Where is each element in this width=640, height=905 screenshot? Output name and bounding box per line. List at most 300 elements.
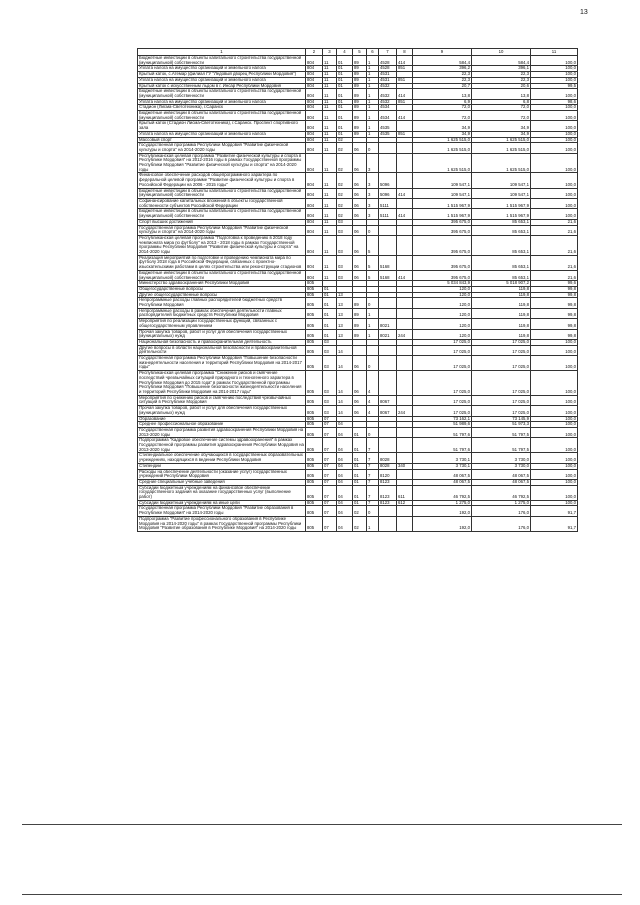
row-name: Другие общегосударственные вопросы — [138, 292, 306, 298]
row-program: 89 — [353, 131, 367, 137]
row-section: 03 — [323, 395, 337, 405]
row-planned: 46 792,5 — [413, 485, 472, 500]
row-expense-type — [397, 469, 413, 479]
row-percent: 21,6 — [531, 225, 578, 235]
row-executed: 72,0 — [472, 111, 531, 121]
row-program: 01 — [353, 463, 367, 469]
row-percent: 21,6 — [531, 270, 578, 280]
row-section: 11 — [323, 188, 337, 198]
row-subsection: 03 — [337, 219, 353, 225]
row-admin-code: 804 — [306, 188, 323, 198]
row-section: 11 — [323, 99, 337, 105]
row-percent: 100,0 — [531, 356, 578, 371]
row-section: 07 — [323, 438, 337, 453]
row-executed: 6,8 — [472, 99, 531, 105]
row-admin-code: 804 — [306, 255, 323, 270]
row-admin-code: 805 — [306, 339, 323, 345]
row-executed: 17 025,0 — [472, 356, 531, 371]
row-admin-code: 804 — [306, 153, 323, 173]
row-percent: 100,0 — [531, 427, 578, 437]
table-row — [138, 319, 578, 329]
row-admin-code: 804 — [306, 219, 323, 225]
row-executed: 48 067,5 — [472, 479, 531, 485]
row-planned: 120,0 — [413, 329, 472, 339]
row-subsection: 01 — [337, 77, 353, 83]
row-executed: 22,3 — [472, 72, 531, 78]
row-program: 89 — [353, 308, 367, 318]
column-header-10: 10 — [472, 49, 531, 56]
row-executed: 46 792,5 — [472, 485, 531, 500]
row-subsection: 14 — [337, 406, 353, 416]
row-subprogram: 4 — [367, 406, 379, 416]
row-section: 03 — [323, 339, 337, 345]
row-expense-type: 414 — [397, 56, 413, 66]
row-section: 11 — [323, 255, 337, 270]
row-executed: 17 025,0 — [472, 339, 531, 345]
row-executed: 17 025,0 — [472, 371, 531, 396]
row-subprogram: 3 — [367, 209, 379, 219]
row-percent: 100,0 — [531, 143, 578, 153]
row-program: 89 — [353, 99, 367, 105]
row-expense-type — [397, 225, 413, 235]
row-section: 03 — [323, 356, 337, 371]
row-target-code — [379, 438, 397, 453]
column-header-5: 5 — [353, 49, 367, 56]
row-target-code: 8028 — [379, 453, 397, 463]
row-subsection: 02 — [337, 173, 353, 188]
row-section: 07 — [323, 469, 337, 479]
column-header-11: 11 — [531, 49, 578, 56]
row-percent: 21,6 — [531, 235, 578, 255]
row-subsection: 04 — [337, 469, 353, 479]
row-section: 07 — [323, 485, 337, 500]
row-percent: 100,0 — [531, 463, 578, 469]
row-subsection: 01 — [337, 83, 353, 89]
row-planned: 120,0 — [413, 319, 472, 329]
row-target-code — [379, 356, 397, 371]
row-subprogram: 1 — [367, 66, 379, 72]
row-planned: 395 675,0 — [413, 219, 472, 225]
row-section: 01 — [323, 292, 337, 298]
row-name: Бюджетные инвестиции в объекты капитального строительства государственной (муниципальной) собственности — [138, 270, 306, 280]
row-admin-code: 805 — [306, 485, 323, 500]
row-subprogram: 5 — [367, 235, 379, 255]
row-program: 01 — [353, 427, 367, 437]
row-executed: 109 547,1 — [472, 173, 531, 188]
row-name: Субсидии бюджетным учреждениям на финансовое обеспечение государственного задания на оказание государственных услуг (выполнение работ) — [138, 485, 306, 500]
row-executed: 1 625 515,0 — [472, 137, 531, 143]
table-row — [138, 121, 578, 131]
row-subprogram: 3 — [367, 198, 379, 208]
row-expense-type: 851 — [397, 131, 413, 137]
row-expense-type: 414 — [397, 111, 413, 121]
row-subprogram: 7 — [367, 485, 379, 500]
row-percent: 100,0 — [531, 72, 578, 78]
row-name: Среднее профессиональное образование — [138, 422, 306, 428]
row-percent: 100,0 — [531, 485, 578, 500]
row-subprogram: 7 — [367, 469, 379, 479]
row-program: 06 — [353, 143, 367, 153]
row-section: 07 — [323, 422, 337, 428]
row-name: Стипендиальное обеспечение обучающихся в государственных образовательных учреждениях, находящихся в ведении Республики Мордовия — [138, 453, 306, 463]
row-section: 11 — [323, 153, 337, 173]
row-planned: 395 675,0 — [413, 225, 472, 235]
table-row — [138, 485, 578, 500]
row-program: 06 — [353, 198, 367, 208]
row-executed: 1 515 967,9 — [472, 209, 531, 219]
row-executed: 85 653,1 — [472, 219, 531, 225]
row-target-code — [379, 506, 397, 516]
row-planned: 17 025,0 — [413, 339, 472, 345]
row-admin-code: 804 — [306, 235, 323, 255]
row-program: 89 — [353, 89, 367, 99]
row-admin-code: 805 — [306, 422, 323, 428]
row-executed: 17 025,0 — [472, 395, 531, 405]
row-expense-type — [397, 255, 413, 270]
row-subprogram — [367, 345, 379, 355]
row-percent: 99,5 — [531, 83, 578, 89]
row-name: Государственная программа Республики Мордовия "Повышение безопасности жизнедеятельности населения и территорий Республики Мордовия на 2014-2017 годы" — [138, 356, 306, 371]
page-divider-line — [22, 824, 622, 825]
row-program: 89 — [353, 111, 367, 121]
row-executed: 3 730,0 — [472, 463, 531, 469]
row-planned: 48 067,5 — [413, 469, 472, 479]
column-header-1: 1 — [138, 49, 306, 56]
table-row — [138, 89, 578, 99]
table-row — [138, 469, 578, 479]
row-program: 89 — [353, 329, 367, 339]
row-expense-type: 612 — [397, 500, 413, 506]
row-subprogram: 1 — [367, 121, 379, 131]
row-expense-type — [397, 395, 413, 405]
row-expense-type: 414 — [397, 89, 413, 99]
row-planned: 120,0 — [413, 308, 472, 318]
row-name: Расходы на обеспечение деятельности (оказание услуг) государственных учреждений Республики Мордовия — [138, 469, 306, 479]
row-subsection: 03 — [337, 270, 353, 280]
row-section: 11 — [323, 89, 337, 99]
row-section: 11 — [323, 56, 337, 66]
row-executed: 13,8 — [472, 89, 531, 99]
row-expense-type — [397, 453, 413, 463]
row-percent: 91,7 — [531, 516, 578, 531]
row-planned: 109 547,1 — [413, 188, 472, 198]
column-header-4: 4 — [337, 49, 353, 56]
row-section: 11 — [323, 121, 337, 131]
table-row — [138, 395, 578, 405]
row-subsection: 03 — [337, 225, 353, 235]
row-subsection: 04 — [337, 422, 353, 428]
row-target-code: 4534 — [379, 105, 397, 111]
row-executed: 176,0 — [472, 516, 531, 531]
row-percent: 100,0 — [531, 371, 578, 396]
row-admin-code: 804 — [306, 83, 323, 89]
row-expense-type — [397, 235, 413, 255]
row-planned: 51 989,6 — [413, 422, 472, 428]
row-name: Субсидии бюджетным учреждениям на иные цели — [138, 500, 306, 506]
row-subprogram: 7 — [367, 479, 379, 485]
row-name: Подпрограмма "Развитие профессионального образования в Республике Мордовия на 2014-2020 годы" в рамках Государственной программы Республики Мордовия "Развитие образования в Республике Мордовия" на 2014-2020 годы — [138, 516, 306, 531]
row-section: 11 — [323, 209, 337, 219]
row-subsection: 14 — [337, 395, 353, 405]
row-subprogram: 0 — [367, 298, 379, 308]
row-subprogram: 0 — [367, 225, 379, 235]
column-header-7: 7 — [379, 49, 397, 56]
row-target-code: 5168 — [379, 255, 397, 270]
row-name: Государственная программа Республики Мордовия "Развитие образования в Республике Мордовия" на 2014-2020 годы — [138, 506, 306, 516]
row-program: 06 — [353, 225, 367, 235]
row-program: 06 — [353, 395, 367, 405]
row-target-code: 8123 — [379, 500, 397, 506]
row-subsection: 01 — [337, 56, 353, 66]
row-program: 89 — [353, 105, 367, 111]
row-admin-code: 804 — [306, 143, 323, 153]
row-name: Прочая закупка товаров, работ и услуг для обеспечения государственных (муниципальных) нужд — [138, 406, 306, 416]
row-admin-code: 805 — [306, 329, 323, 339]
row-subsection: 04 — [337, 427, 353, 437]
row-expense-type — [397, 506, 413, 516]
row-name: Подпрограмма "Кадровое обеспечение системы здравоохранения" в рамках Государственной программы развития здравоохранения Республики Мордовия на 2013-2020 годы — [139, 437, 304, 452]
table-row — [138, 308, 578, 318]
row-planned: 395 675,0 — [413, 255, 472, 270]
row-subprogram: 3 — [367, 153, 379, 173]
table-header — [138, 49, 578, 56]
row-name: Другие вопросы в области национальной безопасности и правоохранительной деятельности — [138, 345, 306, 355]
row-percent: 100,0 — [531, 77, 578, 83]
row-executed: 5 018 907,2 — [472, 281, 531, 287]
row-subprogram: 3 — [367, 173, 379, 188]
row-expense-type: 611 — [397, 485, 413, 500]
row-program: 89 — [353, 121, 367, 131]
row-admin-code: 805 — [306, 345, 323, 355]
row-subsection: 04 — [337, 438, 353, 453]
row-expense-type: 244 — [397, 406, 413, 416]
row-admin-code: 805 — [306, 453, 323, 463]
row-expense-type: 414 — [397, 270, 413, 280]
row-admin-code: 805 — [306, 516, 323, 531]
page-number: 13 — [580, 9, 588, 16]
row-subsection: 01 — [337, 72, 353, 78]
row-name: Бюджетные инвестиции в объекты капитального строительства государственной (муниципальной) собственности — [138, 188, 306, 198]
row-program: 06 — [353, 255, 367, 270]
row-percent: 99,8 — [531, 292, 578, 298]
row-planned: 120,0 — [413, 292, 472, 298]
table-row — [138, 188, 578, 198]
row-program: 06 — [353, 209, 367, 219]
row-percent: 100,0 — [531, 56, 578, 66]
row-target-code — [379, 298, 397, 308]
row-program: 89 — [353, 319, 367, 329]
row-section: 11 — [323, 111, 337, 121]
row-section: 03 — [323, 406, 337, 416]
row-executed: 85 653,1 — [472, 235, 531, 255]
row-name: Государственная программа Республики Мордовия "Развитие физической культуры и спорта" на 2014-2020 годы — [138, 225, 306, 235]
row-executed: 1 515 967,9 — [472, 198, 531, 208]
row-program: 06 — [353, 188, 367, 198]
row-executed: 3 730,0 — [472, 453, 531, 463]
row-program: 01 — [353, 485, 367, 500]
row-target-code: 8067 — [379, 395, 397, 405]
row-percent: 100,0 — [531, 111, 578, 121]
row-subprogram: 1 — [367, 77, 379, 83]
row-planned: 120,0 — [413, 298, 472, 308]
row-expense-type — [397, 371, 413, 396]
row-percent: 100,0 — [531, 89, 578, 99]
row-name: Стипендии — [138, 463, 306, 469]
table-row — [138, 209, 578, 219]
table-row — [138, 371, 578, 396]
row-percent: 99,8 — [531, 319, 578, 329]
row-subprogram: 1 — [367, 308, 379, 318]
row-subsection: 14 — [337, 356, 353, 371]
row-subsection: 02 — [337, 198, 353, 208]
row-percent: 100,0 — [531, 66, 578, 72]
row-program: 06 — [353, 371, 367, 396]
row-target-code: 8067 — [379, 406, 397, 416]
row-name: Министерство здравоохранения Республики Мордовия — [138, 281, 306, 287]
row-expense-type: 851 — [397, 66, 413, 72]
row-subprogram: 1 — [367, 319, 379, 329]
row-planned: 3 730,1 — [413, 463, 472, 469]
row-percent: 100,0 — [531, 339, 578, 345]
row-subsection: 04 — [337, 463, 353, 469]
row-program: 89 — [353, 72, 367, 78]
row-subsection: 13 — [337, 292, 353, 298]
row-expense-type — [397, 121, 413, 131]
row-name: Реализация мероприятий по подготовке и проведению чемпионата мира по футболу 2018 года в Российской Федерации, связанных с проектно-изыскательскими работами в целях строительства или реконструкции стадионов — [138, 255, 306, 270]
row-name: Республиканская целевая программа "Развитие физической культуры и спорта в Республике Мордовия" на 2012-2016 годы в рамках Государственной программы Республики Мордовия "Развитие физической культуры и спорта" на 2014-2020 годы — [138, 153, 306, 173]
row-subsection: 02 — [337, 137, 353, 143]
table-row — [138, 516, 578, 531]
row-subprogram: 0 — [367, 427, 379, 437]
row-section: 07 — [323, 416, 337, 422]
row-subprogram: 1 — [367, 516, 379, 531]
row-name: Крытый каток с искусственным льдом в г. Инсар Республики Мордовия — [138, 83, 306, 89]
row-target-code: 8123 — [379, 479, 397, 485]
row-percent: 91,7 — [531, 506, 578, 516]
row-percent: 100,0 — [531, 438, 578, 453]
row-subprogram: 1 — [367, 329, 379, 339]
row-admin-code: 804 — [306, 66, 323, 72]
row-name: Прочая закупка товаров, работ и услуг для обеспечения государственных (муниципальных) нужд — [138, 329, 306, 339]
row-executed: 1 625 515,0 — [472, 153, 531, 173]
row-name: Крытый каток (Стадион Лисма-Светотехника), г.Саранск. Проспект спортивного зала — [138, 121, 306, 131]
row-expense-type: 244 — [397, 329, 413, 339]
row-percent: 100,0 — [531, 188, 578, 198]
row-percent: 100,0 — [531, 121, 578, 131]
row-subsection: 02 — [337, 153, 353, 173]
row-subsection: 13 — [337, 329, 353, 339]
row-section: 01 — [323, 286, 337, 292]
row-target-code: 5111 — [379, 209, 397, 219]
row-subprogram: 4 — [367, 395, 379, 405]
row-percent: 100,0 — [531, 209, 578, 219]
row-executed: 1 275,0 — [472, 500, 531, 506]
row-admin-code: 805 — [306, 506, 323, 516]
row-target-code — [379, 345, 397, 355]
row-name: Республиканская целевая программа "Подготовка к проведению в 2018 году чемпионата мира по футболу" на 2013 - 2018 годы в рамках Государственной программы Республики Мордовия "Развитие физической культуры и спорта" на 2014-2020 годы — [138, 235, 306, 255]
budget-table — [137, 48, 578, 532]
row-executed: 34,9 — [472, 131, 531, 137]
row-target-code — [379, 153, 397, 173]
row-subsection: 01 — [337, 105, 353, 111]
row-percent: 100,0 — [531, 105, 578, 111]
row-program — [353, 345, 367, 355]
row-percent: 100,0 — [531, 173, 578, 188]
row-target-code: 4535 — [379, 121, 397, 131]
row-program: 06 — [353, 270, 367, 280]
row-expense-type — [397, 438, 413, 453]
row-name: Национальная безопасность и правоохранительная деятельность — [138, 339, 306, 345]
row-planned: 192,0 — [413, 516, 472, 531]
table-body — [138, 56, 578, 532]
row-section: 11 — [323, 225, 337, 235]
row-percent: 21,6 — [531, 255, 578, 270]
row-planned: 1 515 967,9 — [413, 209, 472, 219]
table-row — [138, 235, 578, 255]
row-expense-type — [397, 308, 413, 318]
row-executed: 85 653,1 — [472, 270, 531, 280]
row-admin-code: 805 — [306, 438, 323, 453]
table-row — [138, 356, 578, 371]
row-executed: 73 145,9 — [472, 416, 531, 422]
row-admin-code: 804 — [306, 99, 323, 105]
row-section: 07 — [323, 506, 337, 516]
row-planned: 48 067,5 — [413, 479, 472, 485]
row-percent: 100,0 — [531, 406, 578, 416]
row-section: 11 — [323, 105, 337, 111]
row-subsection: 01 — [337, 66, 353, 72]
row-percent: 99,8 — [531, 286, 578, 292]
row-name: Государственная программа Республики Мордовия "Развитие физической культуры и спорта" на 2014-2020 годы — [138, 143, 306, 153]
row-executed: 20,6 — [472, 83, 531, 89]
row-admin-code: 805 — [306, 469, 323, 479]
row-subsection: 04 — [337, 485, 353, 500]
row-admin-code: 805 — [306, 479, 323, 485]
row-admin-code: 805 — [306, 427, 323, 437]
row-section: 01 — [323, 298, 337, 308]
row-section: 11 — [323, 198, 337, 208]
row-planned: 1 625 515,0 — [413, 153, 472, 173]
row-planned: 51 797,6 — [413, 427, 472, 437]
row-section: 11 — [323, 235, 337, 255]
row-name: Уплата налога на имущество организаций и земельного налога — [138, 77, 306, 83]
row-target-code — [379, 308, 397, 318]
row-admin-code: 804 — [306, 131, 323, 137]
table-row — [138, 225, 578, 235]
column-header-8: 8 — [397, 49, 413, 56]
row-name: Массовый спорт — [138, 137, 306, 143]
row-subsection: 04 — [337, 516, 353, 531]
row-subprogram: 1 — [367, 99, 379, 105]
row-target-code: 4528 — [379, 66, 397, 72]
row-planned: 17 025,0 — [413, 395, 472, 405]
row-name: Стадион (Лисма-Светотехника), г.Саранск — [138, 105, 306, 111]
table-row — [138, 153, 578, 173]
table-row — [138, 427, 578, 437]
row-subsection: 03 — [337, 255, 353, 270]
row-target-code: 8123 — [379, 485, 397, 500]
row-planned: 17 025,0 — [413, 371, 472, 396]
row-admin-code: 805 — [306, 463, 323, 469]
row-admin-code: 804 — [306, 111, 323, 121]
row-admin-code: 804 — [306, 121, 323, 131]
row-admin-code: 804 — [306, 77, 323, 83]
row-expense-type — [397, 356, 413, 371]
row-admin-code: 805 — [306, 298, 323, 308]
row-subprogram: 7 — [367, 438, 379, 453]
row-planned: 73 162,1 — [413, 416, 472, 422]
row-section: 11 — [323, 66, 337, 72]
